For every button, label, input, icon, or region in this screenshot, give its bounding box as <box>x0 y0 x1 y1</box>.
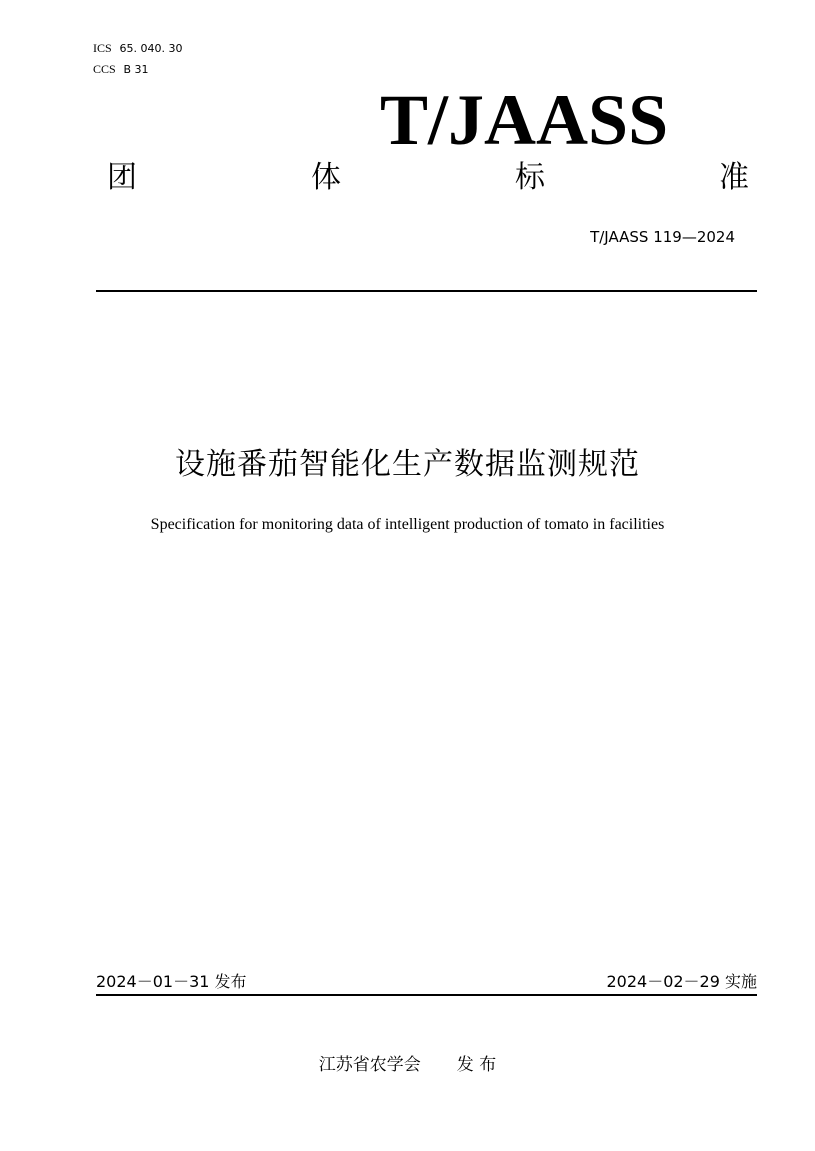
ccs-code <box>93 62 149 77</box>
standard-type-char: 准 <box>719 160 749 195</box>
document-title-en: Specification for monitoring data of intelligent production of tomato in facilities <box>150 516 665 533</box>
implementation-date: 2024－02－29 实施 <box>606 972 757 991</box>
standard-number: T/JAASS 119—2024 <box>590 228 735 246</box>
ccs-value: B 31 <box>123 63 149 76</box>
ics-value: 65. 040. 30 <box>119 42 183 55</box>
ics-label: ICS <box>93 41 112 55</box>
standard-brand-logo: T/JAASS <box>380 80 669 160</box>
standard-type-char: 体 <box>311 160 341 195</box>
header-divider <box>96 290 757 292</box>
ccs-label: CCS <box>93 62 116 76</box>
standard-type-heading <box>107 160 749 196</box>
publisher-org: 江苏省农学会 <box>318 1055 421 1075</box>
ics-code <box>93 41 183 56</box>
release-date: 2024－01－31 发布 <box>96 972 247 991</box>
standard-type-char: 团 <box>107 160 137 195</box>
publisher-line <box>0 1054 815 1076</box>
publisher-action: 发 布 <box>456 1055 497 1075</box>
footer-divider <box>96 994 757 996</box>
document-title-cn: 设施番茄智能化生产数据监测规范 <box>175 447 640 482</box>
standard-type-char: 标 <box>515 160 545 195</box>
